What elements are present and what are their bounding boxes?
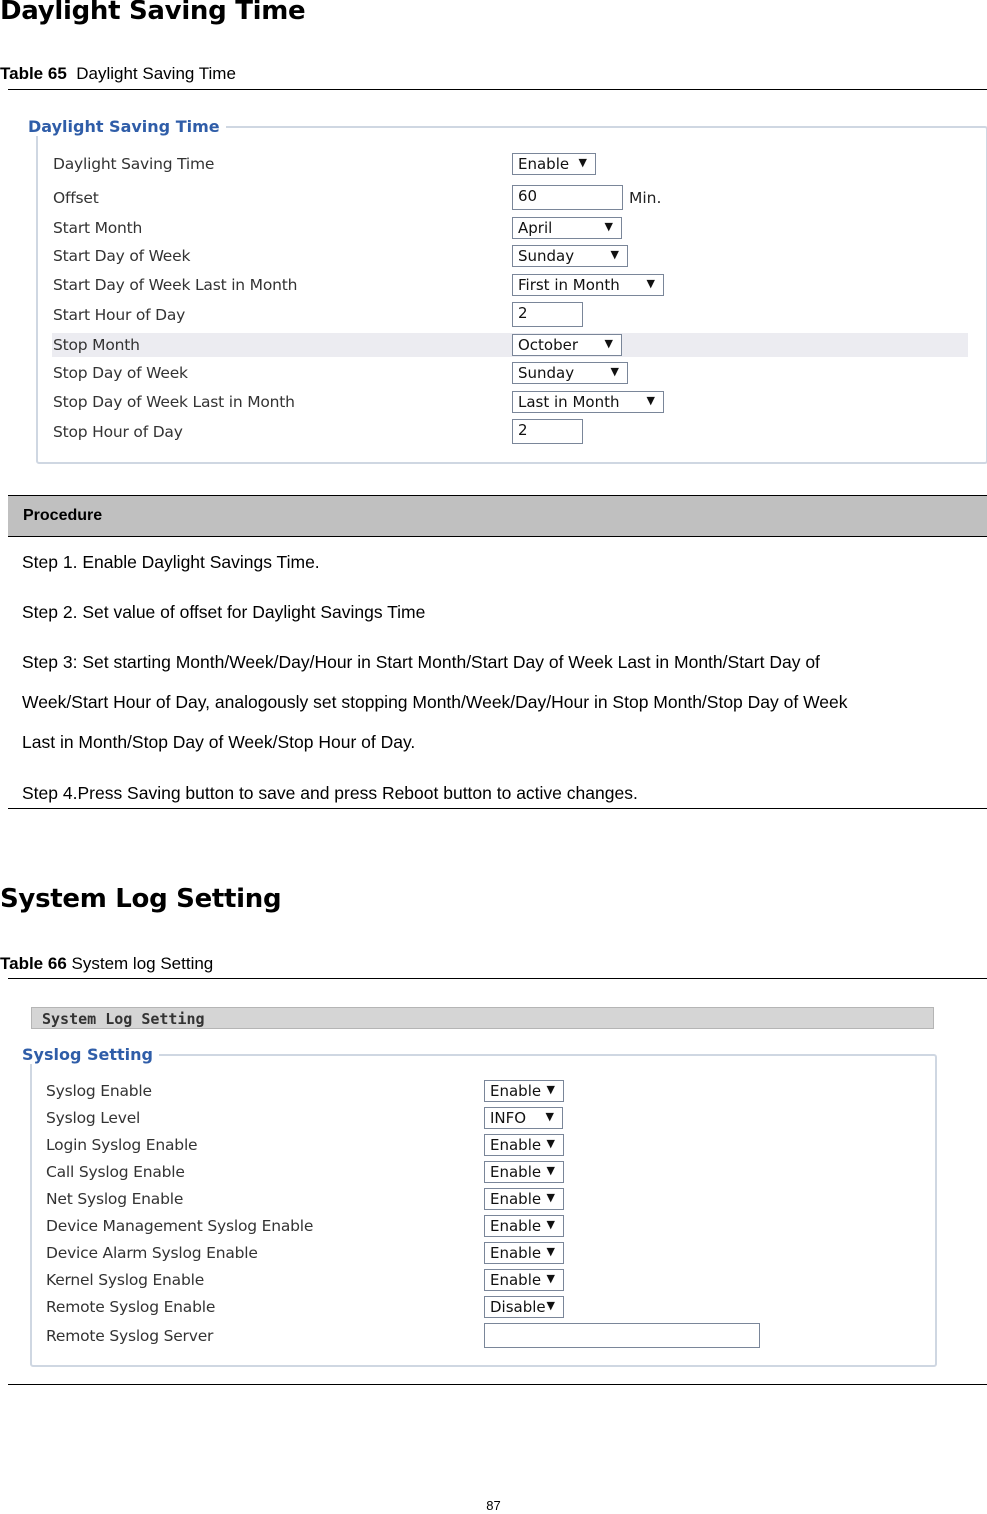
caption-label: Table 66 xyxy=(0,954,67,973)
start-month-select[interactable]: April ▼ xyxy=(512,217,622,239)
divider xyxy=(8,808,987,809)
stop-hour-input[interactable]: 2 xyxy=(512,419,583,444)
offset-input[interactable]: 60 xyxy=(512,185,623,210)
step-3-line-2: Week/Start Hour of Day, analogously set stopping Month/Week/Day/Hour in Stop Month/Stop Day of Week xyxy=(22,692,848,712)
page-number: 87 xyxy=(486,1498,501,1513)
dropdown-arrow-icon: ▼ xyxy=(546,1218,555,1231)
remote-syslog-server-input[interactable] xyxy=(484,1323,760,1348)
stop-day-of-week-select[interactable]: Sunday ▼ xyxy=(512,362,628,384)
remote-syslog-enable-select[interactable]: Disable ▼ xyxy=(484,1296,564,1318)
label-stop-day-of-week: Stop Day of Week xyxy=(53,364,188,382)
label-daylight-saving-time: Daylight Saving Time xyxy=(53,155,215,173)
syslog-enable-select[interactable]: Enable ▼ xyxy=(484,1080,564,1102)
label-login-syslog-enable: Login Syslog Enable xyxy=(46,1136,198,1154)
section-title-daylight: Daylight Saving Time xyxy=(0,0,306,26)
step-2: Step 2. Set value of offset for Daylight Savings Time xyxy=(22,602,426,622)
dropdown-arrow-icon: ▼ xyxy=(546,1191,555,1204)
step-4: Step 4.Press Saving button to save and press Reboot button to active changes. xyxy=(22,783,638,803)
label-net-syslog-enable: Net Syslog Enable xyxy=(46,1190,184,1208)
device-management-syslog-enable-select[interactable]: Enable ▼ xyxy=(484,1215,564,1237)
offset-unit: Min. xyxy=(629,189,662,207)
divider xyxy=(8,89,987,90)
dropdown-arrow-icon: ▼ xyxy=(610,248,619,261)
step-3-line-3: Last in Month/Stop Day of Week/Stop Hour of Day. xyxy=(22,732,416,752)
dropdown-arrow-icon: ▼ xyxy=(546,1245,555,1258)
dropdown-arrow-icon: ▼ xyxy=(546,1083,555,1096)
label-start-hour-of-day: Start Hour of Day xyxy=(53,306,186,324)
stop-day-last-in-month-select[interactable]: Last in Month ▼ xyxy=(512,391,664,413)
daylight-legend: Daylight Saving Time xyxy=(22,117,226,136)
label-remote-syslog-server: Remote Syslog Server xyxy=(46,1327,214,1345)
login-syslog-enable-select[interactable]: Enable ▼ xyxy=(484,1134,564,1156)
dropdown-arrow-icon: ▼ xyxy=(610,365,619,378)
daylight-enable-select[interactable]: Enable ▼ xyxy=(512,153,596,175)
table-caption-65 xyxy=(0,64,236,84)
caption-text: Daylight Saving Time xyxy=(76,64,236,83)
dropdown-arrow-icon: ▼ xyxy=(646,277,655,290)
device-alarm-syslog-enable-select[interactable]: Enable ▼ xyxy=(484,1242,564,1264)
label-device-alarm-syslog-enable: Device Alarm Syslog Enable xyxy=(46,1244,258,1262)
start-day-of-week-select[interactable]: Sunday ▼ xyxy=(512,245,628,267)
label-start-month: Start Month xyxy=(53,219,143,237)
label-offset: Offset xyxy=(53,189,99,207)
dropdown-arrow-icon: ▼ xyxy=(546,1164,555,1177)
syslog-level-select[interactable]: INFO ▼ xyxy=(484,1107,563,1129)
step-1: Step 1. Enable Daylight Savings Time. xyxy=(22,552,320,572)
dropdown-arrow-icon: ▼ xyxy=(646,394,655,407)
divider xyxy=(8,978,987,979)
label-stop-day-last-in-month: Stop Day of Week Last in Month xyxy=(53,393,295,411)
system-log-setting-bar: System Log Setting xyxy=(31,1007,934,1029)
start-hour-input[interactable]: 2 xyxy=(512,302,583,327)
label-call-syslog-enable: Call Syslog Enable xyxy=(46,1163,185,1181)
dropdown-arrow-icon: ▼ xyxy=(546,1299,555,1312)
label-stop-month: Stop Month xyxy=(53,336,140,354)
dropdown-arrow-icon: ▼ xyxy=(546,1137,555,1150)
dropdown-arrow-icon: ▼ xyxy=(604,337,613,350)
section-title-system-log: System Log Setting xyxy=(0,884,282,914)
highlighted-row xyxy=(52,333,968,357)
step-3-line-1: Step 3: Set starting Month/Week/Day/Hour in Start Month/Start Day of Week Last in Month/Start Day of xyxy=(22,652,820,672)
label-start-day-last-in-month: Start Day of Week Last in Month xyxy=(53,276,298,294)
dropdown-arrow-icon: ▼ xyxy=(546,1272,555,1285)
label-stop-hour-of-day: Stop Hour of Day xyxy=(53,423,183,441)
table-caption-66 xyxy=(0,954,213,974)
procedure-title: Procedure xyxy=(23,507,103,524)
divider xyxy=(8,1384,987,1385)
caption-label: Table 65 xyxy=(0,64,67,83)
syslog-legend: Syslog Setting xyxy=(16,1045,159,1064)
dropdown-arrow-icon: ▼ xyxy=(604,220,613,233)
label-kernel-syslog-enable: Kernel Syslog Enable xyxy=(46,1271,205,1289)
label-start-day-of-week: Start Day of Week xyxy=(53,247,191,265)
stop-month-select[interactable]: October ▼ xyxy=(512,334,622,356)
dropdown-arrow-icon: ▼ xyxy=(545,1110,554,1123)
start-day-last-in-month-select[interactable]: First in Month ▼ xyxy=(512,274,664,296)
kernel-syslog-enable-select[interactable]: Enable ▼ xyxy=(484,1269,564,1291)
procedure-header xyxy=(8,495,987,537)
caption-text: System log Setting xyxy=(71,954,214,973)
label-syslog-level: Syslog Level xyxy=(46,1109,141,1127)
dropdown-arrow-icon: ▼ xyxy=(578,156,587,169)
label-syslog-enable: Syslog Enable xyxy=(46,1082,152,1100)
net-syslog-enable-select[interactable]: Enable ▼ xyxy=(484,1188,564,1210)
label-remote-syslog-enable: Remote Syslog Enable xyxy=(46,1298,216,1316)
call-syslog-enable-select[interactable]: Enable ▼ xyxy=(484,1161,564,1183)
label-device-management-syslog-enable: Device Management Syslog Enable xyxy=(46,1217,314,1235)
